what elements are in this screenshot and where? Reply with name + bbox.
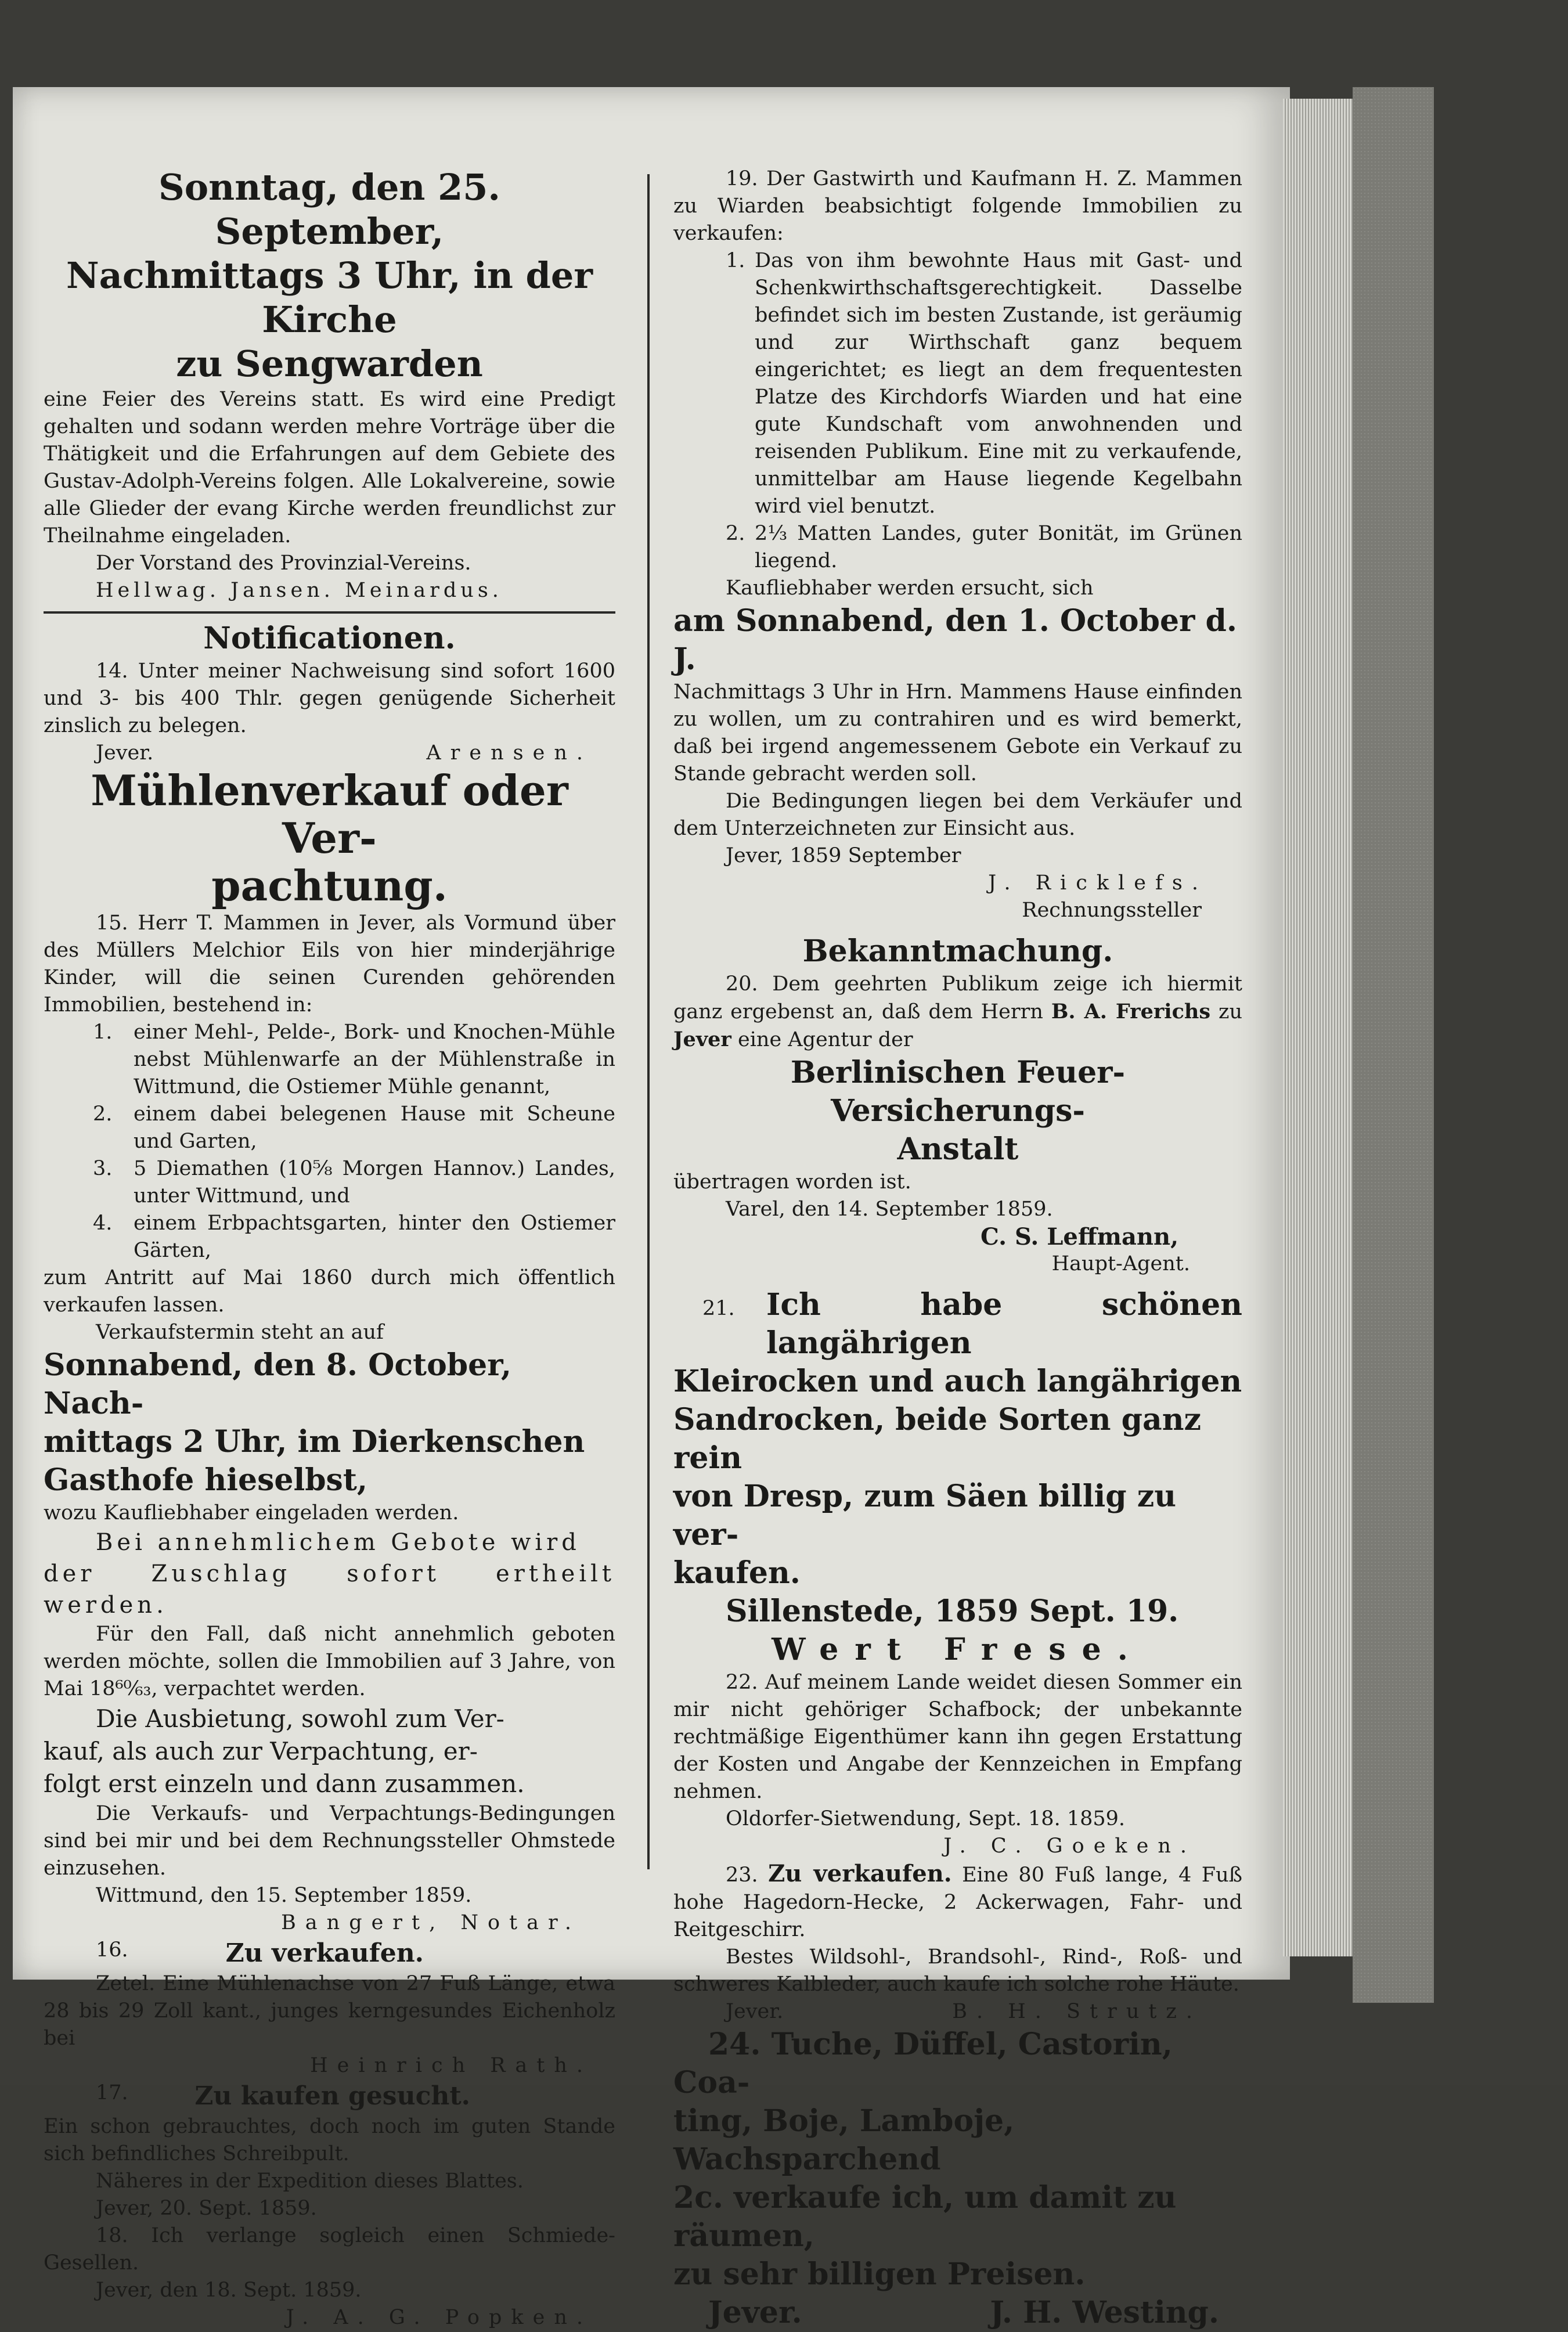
notice-21-signature: Wert Frese. <box>772 1632 1144 1667</box>
notice-21-line-3: Sandrocken, beide Sorten ganz rein <box>673 1402 1202 1476</box>
muehle-intro: 15. Herr T. Mammen in Jever, als Vormund über des Müllers Melchior Eils von hier minderjährige Kinder, will die seinen Curenden gehörenden Immobilien, bestehend in: <box>44 911 615 1017</box>
notice-20-date: Varel, den 14. September 1859. <box>726 1198 1053 1221</box>
muehle-invite: wozu Kaufliebhaber eingeladen werden. <box>44 1501 459 1524</box>
muehle-date: Wittmund, den 15. September 1859. <box>96 1884 472 1907</box>
notice-20-signature-title: Haupt-Agent. <box>1051 1252 1190 1275</box>
notice-24-signature: J. H. Westing. <box>990 2295 1219 2330</box>
notice-24-line-3: 2c. verkaufe ich, um damit zu räumen, <box>673 2180 1177 2254</box>
notice-22-signature: J. C. Goeken. <box>943 1834 1196 1858</box>
item-text: 2⅓ Matten Landes, guter Bonität, im Grünen liegend. <box>755 522 1242 572</box>
notice-17-info: Näheres in der Expedition dieses Blattes. <box>96 2169 524 2193</box>
notice-16-body: Zetel. Eine Mühlenachse von 27 Fuß Länge, etwa 28 bis 29 Zoll kant., junges kerngesundes Eichenholz bei <box>44 1972 615 2050</box>
item-text: einem dabei belegenen Hause mit Scheune und Garten, <box>134 1102 615 1153</box>
muehle-gebote-2: der Zuschlag sofort ertheilt werden. <box>44 1560 615 1619</box>
item-number: 4. <box>93 1212 113 1235</box>
notice-19-date-heading: am Sonnabend, den 1. October d. J. <box>673 603 1237 677</box>
notice-19-bedingungen: Die Bedingungen liegen bei dem Verkäufer und dem Unterzeichneten zur Einsicht aus. <box>673 790 1242 840</box>
notificationen-section <box>44 619 615 767</box>
muehle-ausbietung-1: Die Ausbietung, sowohl zum Ver- <box>96 1704 504 1733</box>
notice-20-body-post: eine Agentur der <box>738 1028 913 1051</box>
muehle-ausbietung-2: kauf, als auch zur Verpachtung, er- <box>44 1737 478 1765</box>
notice-14-signature: Arensen. <box>426 741 592 765</box>
notice-24-line-1: 24. Tuche, Düffel, Castorin, Coa- <box>673 2027 1173 2100</box>
notice-16-title: Zu verkaufen. <box>225 1938 424 1968</box>
muehle-heading-2: pachtung. <box>211 861 448 910</box>
muehle-item <box>44 1155 615 1210</box>
notice-21-line-5: kaufen. <box>673 1555 801 1591</box>
notice-14-place: Jever. <box>96 741 154 765</box>
notice-17-number: 17. <box>96 2081 128 2104</box>
notice-20-institution-1: Berlinischen Feuer-Versicherungs- <box>790 1055 1126 1129</box>
item-number: 1. <box>726 249 745 272</box>
notice-23-body-2: Bestes Wildsohl-, Brandsohl-, Rind-, Roß- und schweres Kalbleder, auch kaufe ich solche rohe Häute. <box>673 1945 1242 1996</box>
notice-19-item <box>673 247 1242 520</box>
notice-22-body: 22. Auf meinem Lande weidet diesen Sommer ein mir nicht gehöriger Schafbock; der unbekannte rechtmäßige Eigenthümer kann ihn gegen Erstattung der Kosten und Angabe der Kennzeichen in Empfang nehmen. <box>673 1671 1242 1803</box>
notificationen-title: Notificationen. <box>203 621 456 656</box>
notice-16-signature: Heinrich Rath. <box>310 2054 592 2077</box>
notice-24 <box>673 2025 1242 2332</box>
notice-19-signature: J. Ricklefs. <box>988 871 1207 895</box>
notice-24-place: Jever. <box>708 2295 802 2330</box>
muehle-date-1: Sonnabend, den 8. October, Nach- <box>44 1347 511 1421</box>
muehle-termin: Verkaufstermin steht an auf <box>96 1321 384 1344</box>
sonntag-names: Hellwag. Jansen. Meinardus. <box>96 579 503 602</box>
page-edges <box>1283 99 1358 1956</box>
notice-20-after: übertragen worden ist. <box>673 1170 911 1194</box>
sonntag-heading-3: zu Sengwarden <box>176 343 483 385</box>
right-column <box>673 165 1242 2332</box>
notice-14-body: 14. Unter meiner Nachweisung sind sofort 1600 und 3- bis 400 Thlr. gegen genügende Sicherheit zinslich zu belegen. <box>44 659 615 737</box>
notice-21-number: 21. <box>702 1297 735 1320</box>
muehle-continuation: zum Antritt auf Mai 1860 durch mich öffentlich verkaufen lassen. <box>44 1266 615 1317</box>
notice-19-signature-title: Rechnungssteller <box>1022 899 1202 922</box>
notice-18 <box>44 2222 615 2331</box>
notice-20-body-mid: zu <box>1219 1000 1242 1023</box>
column-rule <box>647 174 650 1869</box>
sonntag-heading-1: Sonntag, den 25. September, <box>158 166 500 253</box>
item-text: einer Mehl-, Pelde-, Bork- und Knochen-Mühle nebst Mühlenwarfe an der Mühlenstraße in Wittmund, die Ostiemer Mühle genannt, <box>134 1021 615 1098</box>
item-text: einem Erbpachtsgarten, hinter den Ostiemer Gärten, <box>134 1212 615 1262</box>
notice-20-title: Bekanntmachung. <box>802 933 1113 969</box>
notice-23-place: Jever. <box>726 2000 784 2023</box>
notice-21-line-4: von Dresp, zum Säen billig zu ver- <box>673 1479 1177 1552</box>
notice-23-title: Zu verkaufen. <box>768 1860 952 1887</box>
notice-21-line-2: Kleirocken und auch langährigen <box>673 1364 1242 1399</box>
muehle-item <box>44 1101 615 1155</box>
item-number: 3. <box>93 1157 113 1180</box>
muehle-bedingungen: Die Verkaufs- und Verpachtungs-Bedingungen sind bei mir und bei dem Rechnungssteller Ohmstede einzusehen. <box>44 1802 615 1880</box>
muehle-gebote-1: Bei annehmlichem Gebote wird <box>96 1529 581 1556</box>
muehle-date-3: Gasthofe hieselbst, <box>44 1462 367 1498</box>
notice-23-body: Eine 80 Fuß lange, 4 Fuß hohe Hagedorn-Hecke, 2 Ackerwagen, Fahr- und Reitgeschirr. <box>673 1864 1242 1941</box>
notice-20-body <box>673 971 1242 1054</box>
notice-21-line-1: Ich habe schönen langährigen <box>766 1287 1242 1361</box>
item-number: 1. <box>93 1021 113 1044</box>
notice-23 <box>673 1860 1242 2025</box>
notice-20-name: B. A. Frerichs <box>1051 1000 1211 1023</box>
notice-17-title: Zu kaufen gesucht. <box>194 2081 470 2111</box>
notice-18-date: Jever, den 18. Sept. 1859. <box>96 2279 362 2302</box>
notice-23-number: 23. <box>726 1864 758 1887</box>
notice-22-date: Oldorfer-Sietwendung, Sept. 18. 1859. <box>726 1807 1126 1830</box>
muehle-fall: Für den Fall, daß nicht annehmlich geboten werden möchte, sollen die Immobilien auf 3 Jahre, von Mai 18⁶⁰⁄₆₃, verpachtet werden. <box>44 1623 615 1700</box>
notice-19-item <box>673 520 1242 575</box>
notice-17-date: Jever, 20. Sept. 1859. <box>96 2197 317 2220</box>
notice-24-line-4: zu sehr billigen Preisen. <box>673 2257 1086 2292</box>
muehle-item <box>44 1019 615 1101</box>
notice-19 <box>673 165 1242 924</box>
notice-21 <box>673 1286 1242 1669</box>
item-number: 2. <box>93 1102 113 1126</box>
notice-23-signature: B. H. Strutz. <box>952 2000 1202 2023</box>
notice-16-number: 16. <box>96 1938 128 1962</box>
notice-19-kauf: Kaufliebhaber werden ersucht, sich <box>726 576 1094 600</box>
item-text: Das von ihm bewohnte Haus mit Gast- und Schenkwirthschaftsgerechtigkeit. Dasselbe befindet sich im besten Zustande, ist geräumig und zur Wirthschaft ganz bequem eingerichtet; es liegt an dem frequentesten Platze des Kirchdorfs Wiarden und hat eine gute Kundschaft vom anwohnenden und reisenden Publikum. Eine mit zu verkaufende, unmittelbar am Hause liegende Kegelbahn wird viel benutzt. <box>755 249 1242 518</box>
notice-20-institution-2: Anstalt <box>897 1131 1019 1167</box>
notice-20-body-pre: 20. Dem geehrten Publikum zeige ich hiermit ganz ergebenst an, daß dem Herrn <box>673 972 1242 1023</box>
muehlenverkauf-notice <box>44 767 615 1937</box>
muehle-signature: Bangert, Notar. <box>281 1911 581 1934</box>
sonntag-board: Der Vorstand des Provinzial-Vereins. <box>96 552 471 575</box>
muehle-heading-1: Mühlenverkauf oder Ver- <box>91 766 568 863</box>
muehle-date-2: mittags 2 Uhr, im Dierkenschen <box>44 1424 585 1459</box>
notice-21-date: Sillenstede, 1859 Sept. 19. <box>726 1594 1179 1629</box>
notice-20-place: Jever <box>673 1028 731 1051</box>
item-number: 2. <box>726 522 745 545</box>
notice-20-signature: C. S. Leffmann, <box>980 1223 1178 1250</box>
notice-18-body: 18. Ich verlange sogleich einen Schmiede-Gesellen. <box>44 2224 615 2275</box>
notice-22 <box>673 1669 1242 1860</box>
notice-19-date: Jever, 1859 September <box>726 844 961 867</box>
section-rule <box>44 611 615 614</box>
sonntag-heading-2: Nachmittags 3 Uhr, in der Kirche <box>66 254 593 341</box>
muehle-item <box>44 1210 615 1264</box>
left-column <box>44 165 615 2331</box>
notice-17 <box>44 2079 615 2222</box>
book-cover <box>1353 87 1434 2003</box>
notice-24-line-2: ting, Boje, Lamboje, Wachsparchend <box>673 2103 1015 2177</box>
muehle-ausbietung-3: folgt erst einzeln und dann zusammen. <box>44 1769 525 1798</box>
notice-19-intro: 19. Der Gastwirth und Kaufmann H. Z. Mammen zu Wiarden beabsichtigt folgende Immobilien zu verkaufen: <box>673 167 1242 245</box>
notice-20 <box>673 932 1242 1278</box>
notice-17-body: Ein schon gebrauchtes, doch noch im guten Stande sich befindliches Schreibpult. <box>44 2115 615 2165</box>
sonntag-notice <box>44 165 615 604</box>
notice-18-signature: J. A. G. Popken. <box>286 2306 592 2329</box>
notice-19-body: Nachmittags 3 Uhr in Hrn. Mammens Hause einfinden zu wollen, um zu contrahiren und es wird bemerkt, daß bei irgend angemessenem Gebote ein Verkauf zu Stande gebracht werden soll. <box>673 680 1242 785</box>
sonntag-body: eine Feier des Vereins statt. Es wird eine Predigt gehalten und sodann werden mehre Vorträge über die Thätigkeit und die Erfahrungen auf dem Gebiete des Gustav-Adolph-Vereins folgen. Alle Lokalvereine, sowie alle Glieder der evang Kirche werden freundlichst zur Theilnahme eingeladen. <box>44 388 615 547</box>
item-text: 5 Diemathen (10⅝ Morgen Hannov.) Landes, unter Wittmund, und <box>134 1157 615 1208</box>
notice-16 <box>44 1937 615 2079</box>
